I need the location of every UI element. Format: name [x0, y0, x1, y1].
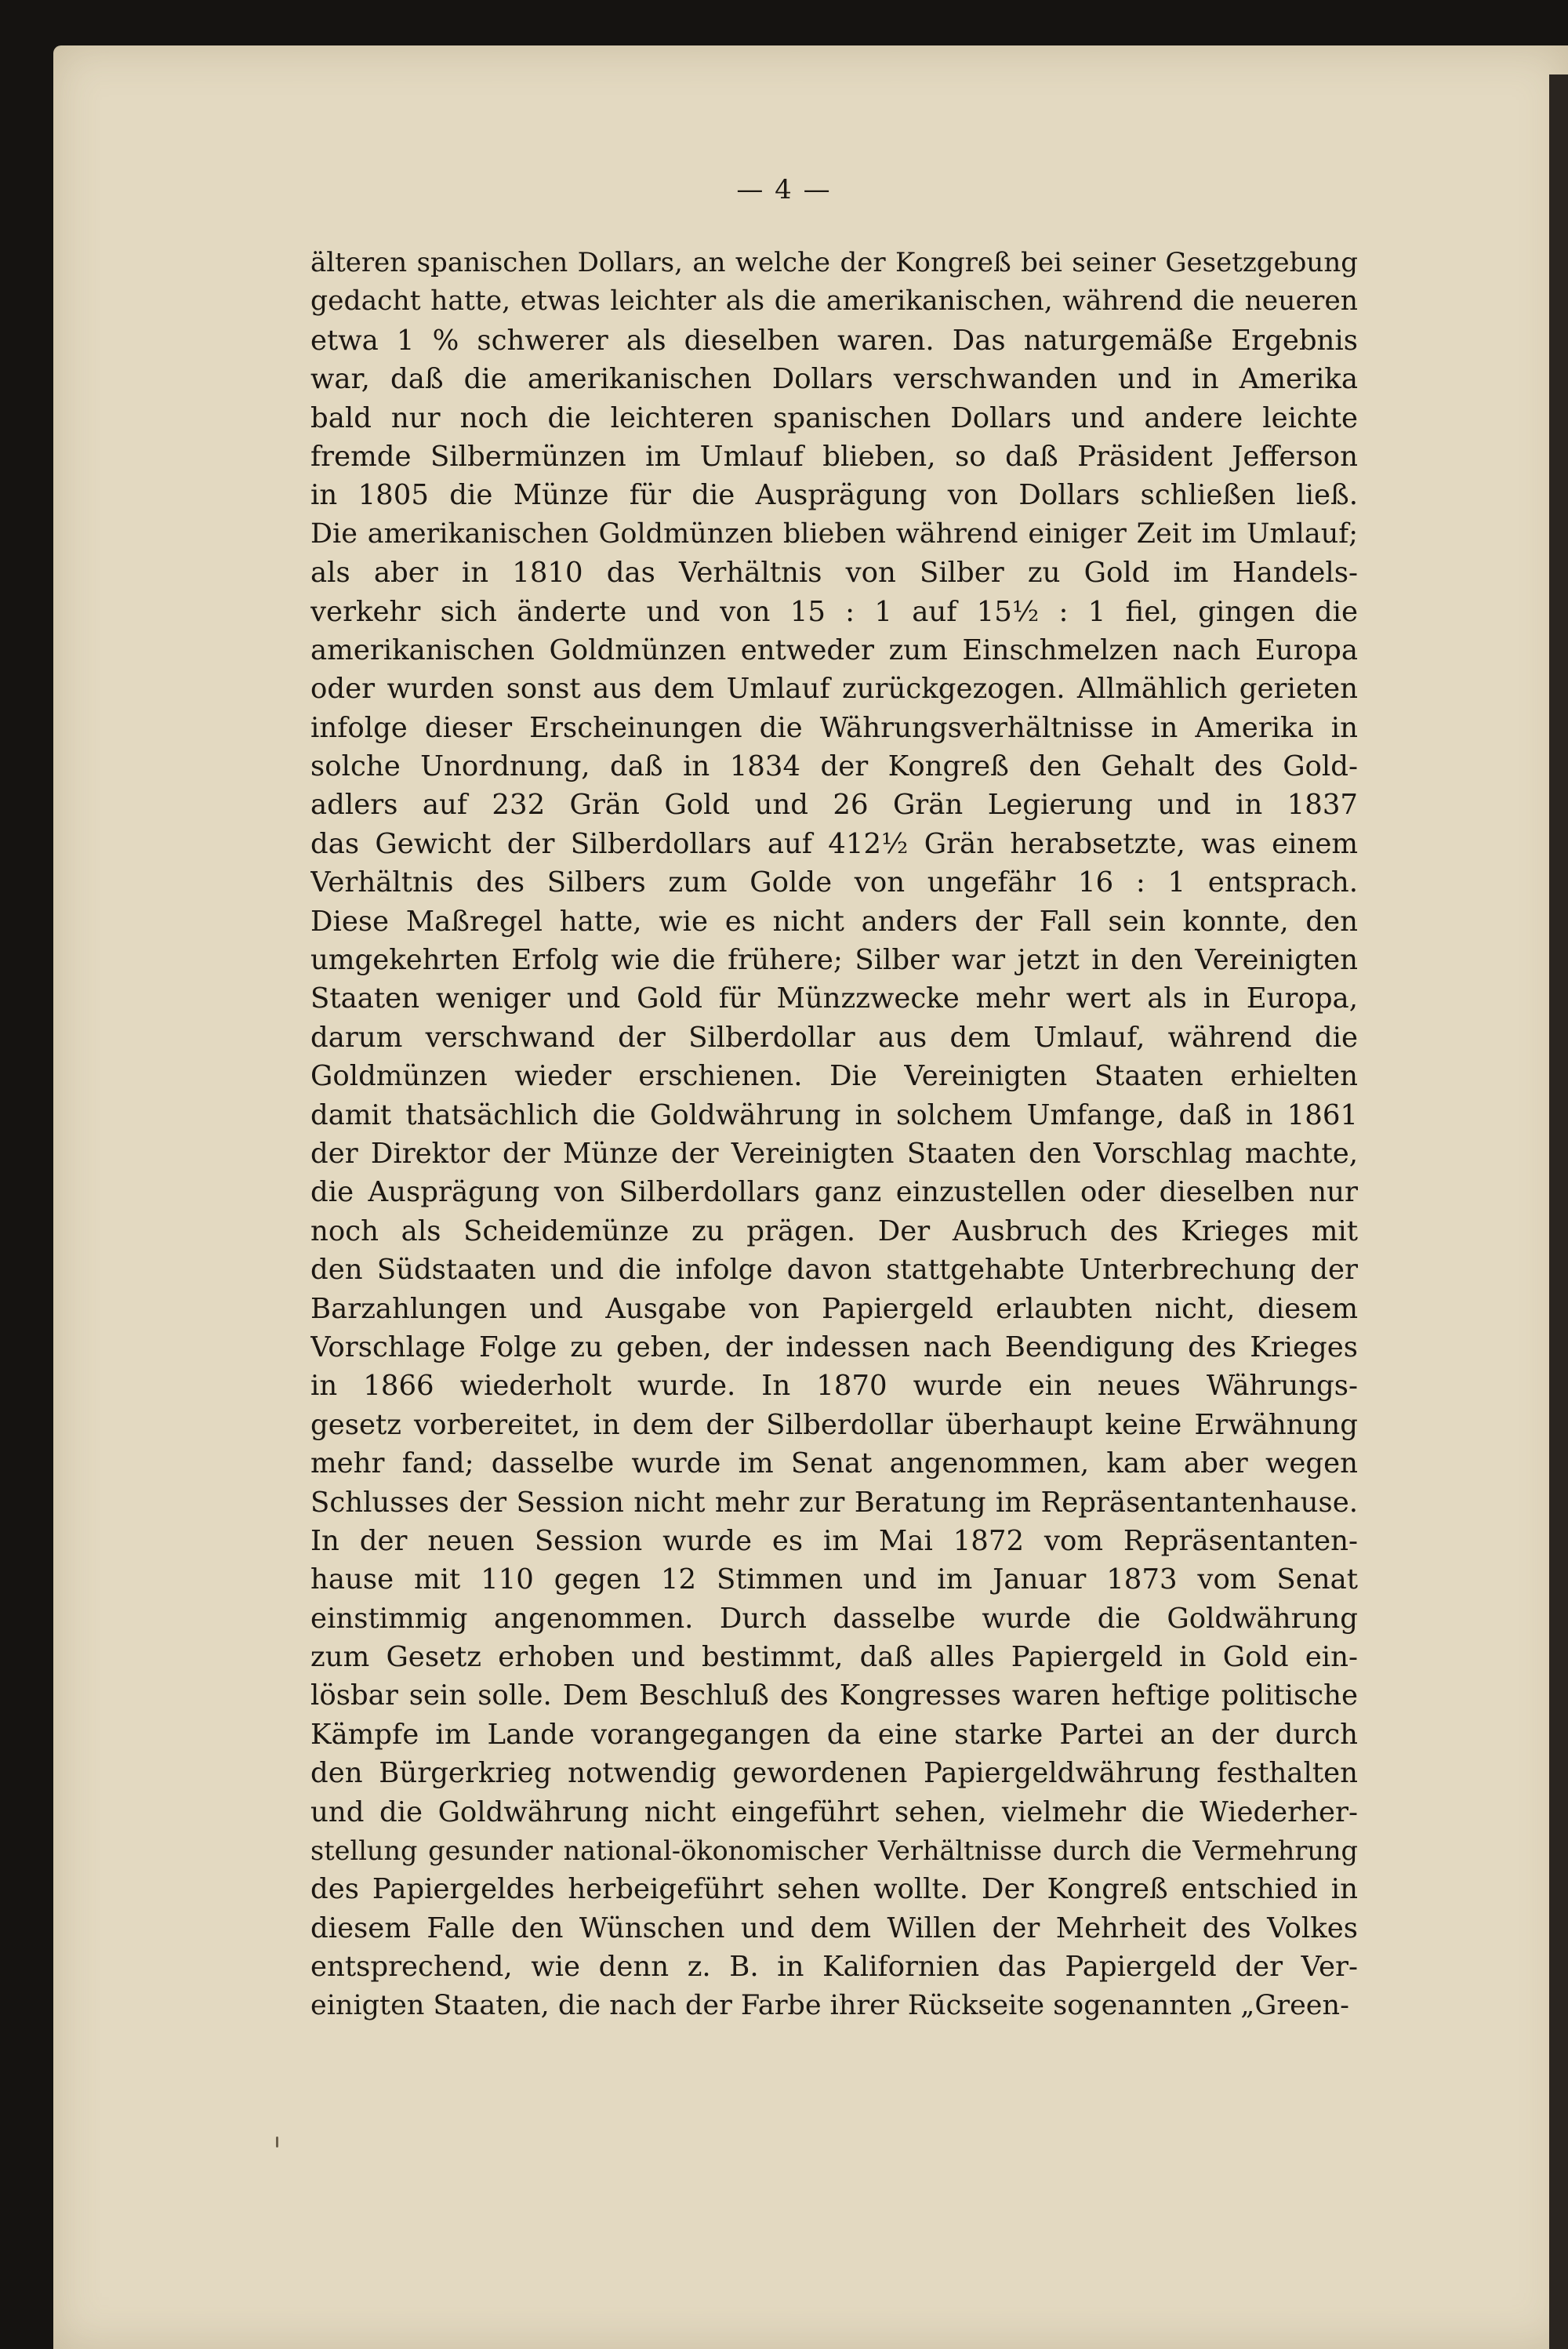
text-line: bald nur noch die leichteren spanischen Dollars und andere leichte — [310, 401, 1358, 434]
text-line: und die Goldwährung nicht eingeführt sehen, vielmehr die Wiederher- — [310, 1795, 1358, 1828]
text-line: In der neuen Session wurde es im Mai 1872 vom Repräsentanten- — [310, 1524, 1358, 1557]
text-line: den Bürgerkrieg notwendig gewordenen Papiergeldwährung festhalten — [310, 1757, 1358, 1790]
text-line: einstimmig angenommen. Durch dasselbe wurde die Goldwährung — [310, 1602, 1358, 1635]
paper-speck — [276, 2137, 278, 2148]
text-line: älteren spanischen Dollars, an welche der Kongreß bei seiner Gesetzgebung — [310, 247, 1358, 278]
text-line: das Gewicht der Silberdollars auf 412½ Grän herabsetzte, was einem — [310, 827, 1358, 860]
text-line: adlers auf 232 Grän Gold und 26 Grän Legierung und in 1837 — [310, 789, 1358, 822]
text-line: etwa 1 % schwerer als dieselben waren. Das naturgemäße Ergebnis — [310, 324, 1358, 357]
text-line: gedacht hatte, etwas leichter als die amerikanischen, während die neueren — [310, 285, 1358, 318]
text-line: darum verschwand der Silberdollar aus dem Umlauf, während die — [310, 1021, 1358, 1054]
adjacent-page-edge — [1549, 74, 1568, 2349]
text-line: Goldmünzen wieder erschienen. Die Vereinigten Staaten erhielten — [310, 1060, 1358, 1093]
text-line: entsprechend, wie denn z. B. in Kalifornien das Papiergeld der Ver- — [310, 1951, 1358, 1984]
text-line: Schlusses der Session nicht mehr zur Beratung im Repräsentantenhause. — [310, 1486, 1358, 1519]
text-line: als aber in 1810 das Verhältnis von Silber zu Gold im Handels- — [310, 557, 1358, 590]
text-line: war, daß die amerikanischen Dollars verschwanden und in Amerika — [310, 363, 1358, 396]
body-text — [310, 244, 1358, 2025]
text-line: solche Unordnung, daß in 1834 der Kongreß den Gehalt des Gold- — [310, 750, 1358, 783]
text-line: noch als Scheidemünze zu prägen. Der Ausbruch des Krieges mit — [310, 1214, 1358, 1247]
text-line: des Papiergeldes herbeigeführt sehen wollte. Der Kongreß entschied in — [310, 1873, 1358, 1906]
text-line: zum Gesetz erhoben und bestimmt, daß alles Papiergeld in Gold ein- — [310, 1641, 1358, 1674]
text-line: in 1866 wiederholt wurde. In 1870 wurde ein neues Währungs- — [310, 1370, 1358, 1403]
text-line: den Südstaaten und die infolge davon stattgehabte Unterbrechung der — [310, 1254, 1358, 1287]
text-line: hause mit 110 gegen 12 Stimmen und im Januar 1873 vom Senat — [310, 1563, 1358, 1596]
text-line: Barzahlungen und Ausgabe von Papiergeld erlaubten nicht, diesem — [310, 1292, 1358, 1325]
text-line: gesetz vorbereitet, in dem der Silberdollar überhaupt keine Erwähnung — [310, 1408, 1358, 1441]
text-line: Verhältnis des Silbers zum Golde von ungefähr 16 : 1 entsprach. — [310, 866, 1358, 899]
text-line: Diese Maßregel hatte, wie es nicht anders der Fall sein konnte, den — [310, 905, 1358, 938]
text-line: Kämpfe im Lande vorangegangen da eine starke Partei an der durch — [310, 1718, 1358, 1751]
text-line: mehr fand; dasselbe wurde im Senat angenommen, kam aber wegen — [310, 1447, 1358, 1480]
text-line: diesem Falle den Wünschen und dem Willen der Mehrheit des Volkes — [310, 1912, 1358, 1944]
text-line: Die amerikanischen Goldmünzen blieben während einiger Zeit im Umlauf; — [310, 517, 1358, 550]
text-line: die Ausprägung von Silberdollars ganz einzustellen oder dieselben nur — [310, 1176, 1358, 1209]
text-line: stellung gesunder national-ökonomischer Verhältnisse durch die Vermehrung — [310, 1835, 1358, 1867]
text-line: in 1805 die Münze für die Ausprägung von Dollars schließen ließ. — [310, 479, 1358, 512]
text-line: lösbar sein solle. Dem Beschluß des Kongresses waren heftige politische — [310, 1679, 1358, 1712]
text-line: verkehr sich änderte und von 15 : 1 auf 15½ : 1 fiel, gingen die — [310, 595, 1358, 628]
text-line: infolge dieser Erscheinungen die Währungsverhältnisse in Amerika in — [310, 711, 1358, 744]
text-line: fremde Silbermünzen im Umlauf blieben, so daß Präsident Jefferson — [310, 440, 1358, 473]
text-line: einigten Staaten, die nach der Farbe ihrer Rückseite sogenannten „Green- — [310, 1989, 1349, 2021]
text-line: Staaten weniger und Gold für Münzzwecke mehr wert als in Europa, — [310, 982, 1358, 1015]
text-line: Vorschlage Folge zu geben, der indessen nach Beendigung des Krieges — [310, 1331, 1358, 1363]
text-line: damit thatsächlich die Goldwährung in solchem Umfange, daß in 1861 — [310, 1098, 1358, 1131]
text-line: umgekehrten Erfolg wie die frühere; Silber war jetzt in den Vereinigten — [310, 944, 1358, 977]
text-line: amerikanischen Goldmünzen entweder zum Einschmelzen nach Europa — [310, 634, 1358, 666]
page-number: — 4 — — [736, 174, 832, 205]
text-line: der Direktor der Münze der Vereinigten Staaten den Vorschlag machte, — [310, 1137, 1358, 1170]
text-line: oder wurden sonst aus dem Umlauf zurückgezogen. Allmählich gerieten — [310, 673, 1358, 706]
